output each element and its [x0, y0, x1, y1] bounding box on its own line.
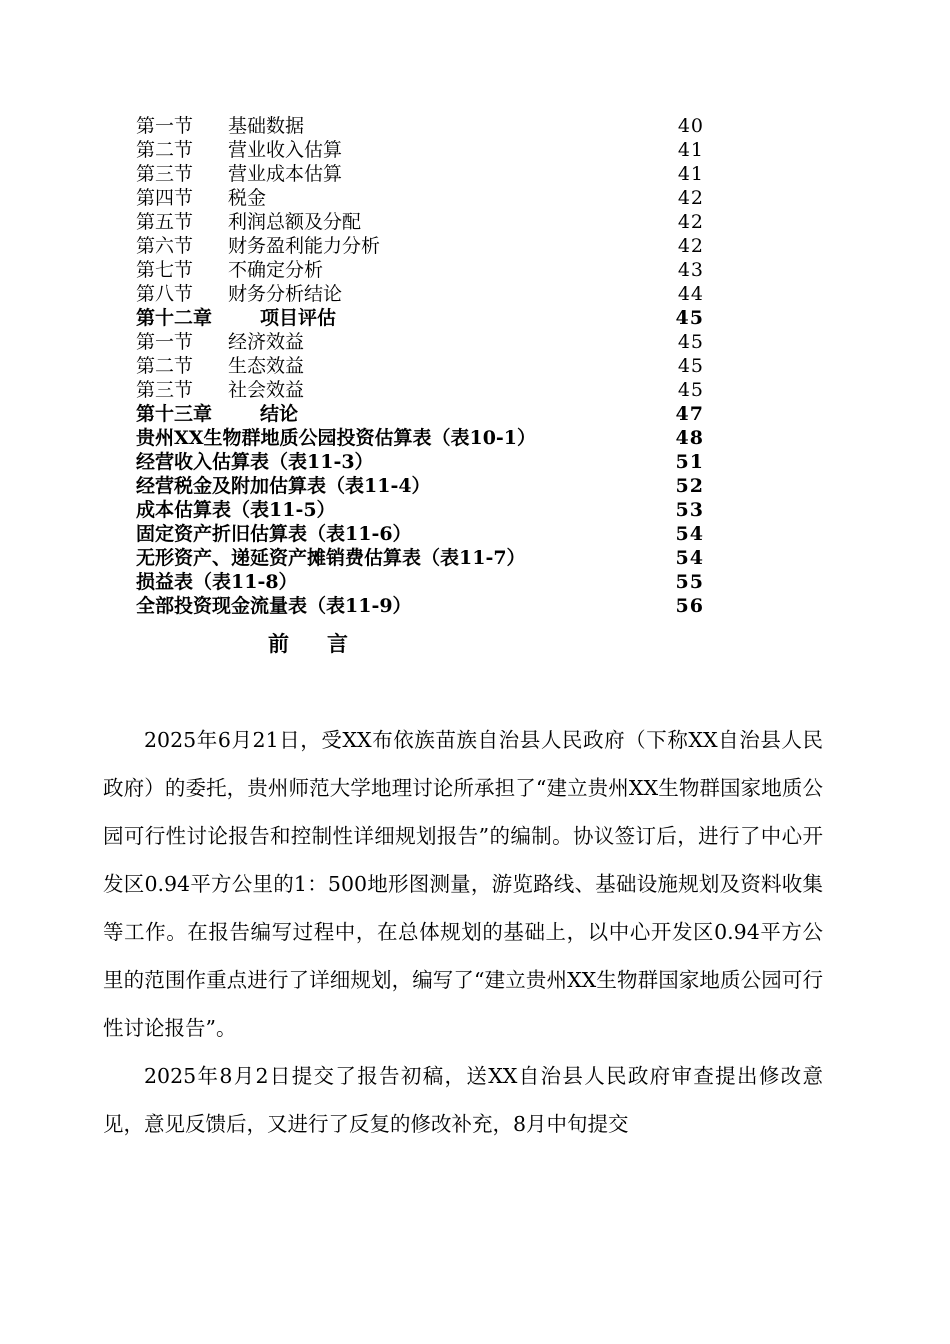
toc-entry-title: 结论	[260, 403, 299, 425]
toc-entry-section: 第二节	[136, 355, 194, 377]
toc-entry-label	[136, 186, 266, 210]
preface-paragraph-2: 2025年8月2日提交了报告初稿，送XX自治县人民政府审查提出修改意见，意见反馈后，又进行了反复的修改补充，8月中旬提交	[103, 1064, 823, 1136]
toc-entry-label	[136, 378, 304, 402]
toc-entry-label	[136, 210, 361, 234]
toc-entry-label	[136, 234, 380, 258]
toc-entry-label	[136, 282, 342, 306]
toc-entry-page-number: 45	[677, 331, 704, 353]
toc-entry-title: 营业成本估算	[228, 163, 343, 185]
toc-entry[interactable]	[136, 378, 704, 402]
toc-entry-title: 全部投资现金流量表（表11-9）	[136, 595, 412, 617]
toc-entry-label	[136, 522, 412, 546]
toc-entry-label	[136, 450, 374, 474]
toc-entry[interactable]	[136, 330, 704, 354]
toc-entry-label	[136, 138, 342, 162]
toc-entry[interactable]	[136, 402, 704, 426]
toc-entry[interactable]	[136, 546, 704, 570]
toc-entry-page-number: 42	[677, 235, 704, 257]
toc-entry-page-number: 51	[675, 451, 704, 473]
toc-entry[interactable]	[136, 594, 704, 618]
toc-entry-title: 营业收入估算	[228, 139, 343, 161]
toc-entry-page-number: 54	[675, 547, 704, 569]
toc-entry-label	[136, 330, 304, 354]
toc-entry-title: 财务分析结论	[228, 283, 343, 305]
toc-entry[interactable]	[136, 474, 704, 498]
toc-entry-section: 第二节	[136, 139, 194, 161]
toc-entry[interactable]	[136, 282, 704, 306]
toc-entry-label	[136, 402, 298, 426]
toc-entry-title: 利润总额及分配	[228, 211, 362, 233]
toc-entry-label	[136, 354, 304, 378]
toc-entry-label	[136, 258, 323, 282]
toc-entry-page-number: 45	[677, 379, 704, 401]
toc-entry-label	[136, 570, 298, 594]
toc-entry-label	[136, 474, 431, 498]
toc-entry-title: 贵州XX生物群地质公园投资估算表（表10-1）	[136, 427, 537, 449]
toc-entry-page-number: 54	[675, 523, 704, 545]
toc-entry[interactable]	[136, 210, 704, 234]
preface-title: 前言	[268, 631, 386, 656]
toc-entry-page-number: 53	[675, 499, 704, 521]
toc-entry[interactable]	[136, 522, 704, 546]
toc-entry-label	[136, 114, 304, 138]
toc-entry-label	[136, 594, 412, 618]
toc-entry-page-number: 40	[677, 115, 704, 137]
toc-entry-section: 第七节	[136, 259, 194, 281]
toc-entry-page-number: 56	[675, 595, 704, 617]
toc-entry-section: 第十三章	[136, 403, 213, 425]
toc-entry-page-number: 44	[677, 283, 704, 305]
toc-entry-section: 第八节	[136, 283, 194, 305]
toc-entry-title: 固定资产折旧估算表（表11-6）	[136, 523, 412, 545]
toc-entry-section: 第十二章	[136, 307, 213, 329]
toc-entry-title: 经营税金及附加估算表（表11-4）	[136, 475, 431, 497]
toc-entry-title: 成本估算表（表11-5）	[136, 499, 336, 521]
table-of-contents	[136, 114, 704, 618]
toc-entry-title: 无形资产、递延资产摊销费估算表（表11-7）	[136, 547, 526, 569]
toc-entry[interactable]	[136, 186, 704, 210]
toc-entry-title: 经济效益	[228, 331, 305, 353]
toc-entry-page-number: 42	[677, 211, 704, 233]
toc-entry[interactable]	[136, 498, 704, 522]
toc-entry-title: 生态效益	[228, 355, 305, 377]
toc-entry-label	[136, 546, 526, 570]
toc-entry-section: 第三节	[136, 379, 194, 401]
toc-entry-label	[136, 306, 336, 330]
toc-entry-label	[136, 162, 342, 186]
toc-entry[interactable]	[136, 162, 704, 186]
toc-entry-label	[136, 426, 536, 450]
toc-entry-title: 不确定分析	[228, 259, 324, 281]
toc-entry-section: 第一节	[136, 331, 194, 353]
toc-entry-page-number: 52	[675, 475, 704, 497]
toc-entry-section: 第三节	[136, 163, 194, 185]
toc-entry-title: 税金	[228, 187, 267, 209]
toc-entry-page-number: 43	[677, 259, 704, 281]
toc-entry[interactable]	[136, 138, 704, 162]
toc-entry[interactable]	[136, 114, 704, 138]
toc-entry[interactable]	[136, 570, 704, 594]
toc-entry-page-number: 48	[675, 427, 704, 449]
toc-entry-title: 经营收入估算表（表11-3）	[136, 451, 374, 473]
toc-entry-section: 第五节	[136, 211, 194, 233]
toc-entry[interactable]	[136, 258, 704, 282]
toc-entry-page-number: 41	[677, 163, 704, 185]
toc-entry-title: 财务盈利能力分析	[228, 235, 381, 257]
preface-paragraph-1: 2025年6月21日，受XX布依族苗族自治县人民政府（下称XX自治县人民政府）的委托，贵州师范大学地理讨论所承担了“建立贵州XX生物群国家地质公园可行性讨论报告和控制性详细规划报告”的编制。协议签订后，进行了中心开发区0.94平方公里的1：500地形图测量，游览路线、基础设施规划及资料收集等工作。在报告编写过程中，在总体规划的基础上，以中心开发区0.94平方公里的范围作重点进行了详细规划，编写了“建立贵州XX生物群国家地质公园可行性讨论报告”。	[103, 728, 823, 1040]
toc-entry-section: 第一节	[136, 115, 194, 137]
toc-entry-page-number: 47	[675, 403, 704, 425]
toc-entry-section: 第六节	[136, 235, 194, 257]
preface-body	[103, 716, 823, 1148]
toc-entry-title: 损益表（表11-8）	[136, 571, 298, 593]
toc-entry-title: 社会效益	[228, 379, 305, 401]
toc-entry[interactable]	[136, 426, 704, 450]
toc-entry-label	[136, 498, 336, 522]
toc-entry[interactable]	[136, 234, 704, 258]
toc-entry-page-number: 45	[677, 355, 704, 377]
toc-entry-page-number: 55	[675, 571, 704, 593]
toc-entry-title: 项目评估	[260, 307, 337, 329]
toc-entry-page-number: 42	[677, 187, 704, 209]
toc-entry-section: 第四节	[136, 187, 194, 209]
toc-entry[interactable]	[136, 450, 704, 474]
toc-entry-page-number: 45	[675, 307, 704, 329]
toc-entry-title: 基础数据	[228, 115, 305, 137]
toc-entry[interactable]	[136, 354, 704, 378]
toc-entry[interactable]	[136, 306, 704, 330]
toc-entry-page-number: 41	[677, 139, 704, 161]
